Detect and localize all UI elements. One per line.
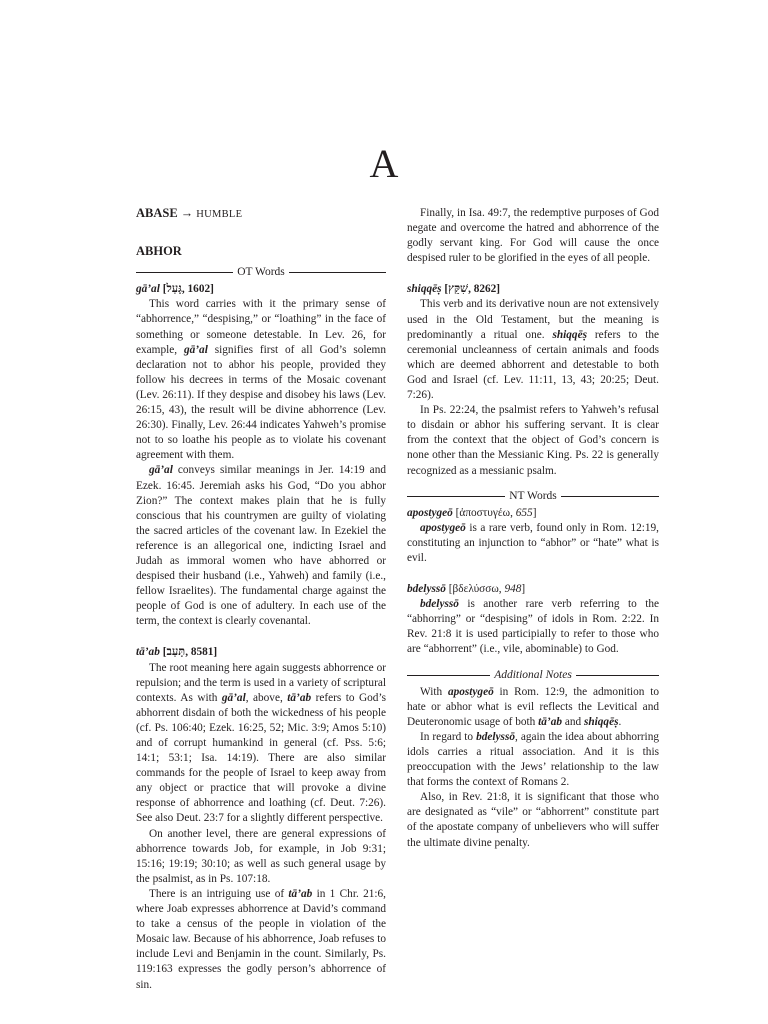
- see-arrow-icon: →: [180, 206, 194, 220]
- additional-notes-heading: [407, 668, 659, 683]
- nt-words-label: NT Words: [509, 489, 557, 502]
- gaal-paragraph-1: This word carries with it the primary sense of “abhorrence,” “despising,” or “loathing” in the face of something or someone detestable. In Lev. 26, for example, gā’al signifies first of all God’s solemn declaration not to abhor his people, provided they follow his decrees in terms of the Mosaic covenant (Lev. 26:11). If they despise and disobey his laws (Lev. 26:15, 43), the result will be divine abhorrence (Lev. 26:30). Finally, Lev. 26:44 indicates Yahweh’s promise not to so loathe his people as to violate his covenant agreement with them.: [136, 298, 386, 462]
- nt-words-heading: [407, 489, 659, 504]
- abase-term: ABASE: [136, 206, 178, 220]
- taab-paragraph-4: Finally, in Isa. 49:7, the redemptive purposes of God negate and overcome the hatred and abhorrence of the godly servant king. For God will cause the once despised ruler to be glorified in the eyes of all people.: [407, 207, 659, 265]
- bdelysso-paragraph-1: bdelyssō is another rare verb referring to the “abhorring” or “despising” of idols in Rom. 2:22. In Rev. 21:8 it is used participially to refer to those who are “abhorrent” (i.e., vile, abominable) to God.: [407, 598, 659, 656]
- word-head-bdelysso: bdelyssō [βδελύσσω, 948]: [407, 583, 526, 596]
- rule-line-left: [136, 272, 233, 273]
- rule-line-right: [561, 496, 659, 497]
- hebrew-word: גָּעַל: [166, 283, 182, 296]
- abase-cross-reference: [136, 206, 386, 222]
- rule-line-left: [407, 675, 490, 676]
- shiqqes-paragraph-2: In Ps. 22:24, the psalmist refers to Yahweh’s refusal to disdain or abhor his suffering servant. It is clear from the context that the object of God’s concern is none other than the Messianic King. Ps. 22 is generally recognized as a messianic psalm.: [407, 404, 659, 477]
- apostygeo-paragraph-1: apostygeō is a rare verb, found only in Rom. 12:19, constituting an injunction to “abhor” or “hate” what is evil.: [407, 521, 659, 564]
- additional-notes-label: Additional Notes: [494, 668, 572, 681]
- rule-line-left: [407, 496, 505, 497]
- right-column: [407, 206, 659, 851]
- abhor-entry-title: ABHOR: [136, 244, 182, 259]
- hebrew-word: שִׁקֵּץ: [448, 283, 469, 296]
- notes-paragraph-2: In regard to bdelyssō, again the idea about abhorring idols carries a ritual association. And it is this preoccupation with the Jews’ relationship to the law that forms the context of Romans 2.: [407, 730, 659, 789]
- abase-see-target[interactable]: HUMBLE: [196, 209, 243, 220]
- greek-word: ἀποστυγέω: [459, 506, 511, 519]
- rule-line-right: [289, 272, 386, 273]
- word-head-taab: tā’ab [תָּעַב, 8581]: [136, 646, 218, 659]
- word-head-apostygeo: apostygeō [ἀποστυγέω, 655]: [407, 506, 537, 519]
- section-letter: A: [369, 141, 399, 186]
- ot-words-heading: [136, 265, 386, 280]
- greek-word: βδελύσσω: [452, 583, 499, 596]
- rule-line-right: [576, 675, 659, 676]
- ot-words-label: OT Words: [237, 266, 285, 279]
- notes-paragraph-1: With apostygeō in Rom. 12:9, the admonition to hate or abhor what is evil reflects the Levitical and Deuteronomic usage of both tā’ab and shiqqēṣ.: [407, 685, 660, 728]
- shiqqes-paragraph-1: This verb and its derivative noun are not extensively used in the Old Testament, but the meaning is predominantly a ritual one. shiqqēṣ refers to the ceremonial uncleanness of certain animals and foods which are deemed abhorrent and detestable to both God and Israel (cf. Lev. 11:11, 13, 43; 20:25; Deut. 7:26).: [407, 298, 659, 402]
- gaal-paragraph-2: gā’al conveys similar meanings in Jer. 14:19 and Ezek. 16:45. Jeremiah asks his God, “Do you abhor Zion?” The context makes plain that he is fully conscious that his countrymen are guilty of violating the sacred articles of the covenant law. In Ezekiel the reference is an allegorical one, indicting Israel and Judah as immoral women who have abhorred or despised their husband (i.e., Yahweh) and family (i.e., fellow Israelites). The fundamental charge against the people of God is one of adultery. In each use of the term, the context is clearly covenantal.: [136, 464, 386, 628]
- hebrew-word: תָּעַב: [166, 646, 186, 659]
- notes-paragraph-3: Also, in Rev. 21:8, it is significant that those who are designated as “vile” or “abhorrent” constitute part of the apostate company of unbelievers who will suffer the ultimate divine penalty.: [407, 791, 659, 849]
- taab-paragraph-3: There is an intriguing use of tā’ab in 1 Chr. 21:6, where Joab expresses abhorrence at David’s command to take a census of the people in violation of the Mosaic law. Because of his abhorrence, Joab refuses to include Levi and Benjamin in the count. Similarly, Ps. 119:163 expresses the godly person’s abhorrence of sin.: [136, 887, 386, 991]
- left-column: [136, 206, 386, 993]
- word-head-gaal: gā’al [גָּעַל, 1602]: [136, 283, 214, 296]
- taab-paragraph-1: The root meaning here again suggests abhorrence or repulsion; and the term is used in a variety of scriptural contexts. As with gā’al, above, tā’ab refers to God’s abhorrent disdain of both the wickedness of his people (cf. Ps. 106:40; Ezek. 16:25, 52; Mic. 3:9; Amos 5:10) and of corrupt humankind in general (cf. Pss. 5:6; 14:1; 53:1; Isa. 14:19). There are also similar commands for the people of Israel to keep away from any object or practice that will provoke a divine response of abhorrence and loathing (cf. Deut. 7:26). See also Deut. 23:7 for a slightly different perspective.: [136, 661, 386, 825]
- taab-paragraph-2: On another level, there are general expressions of abhorrence towards Job, for example, in Job 9:31; 15:16; 19:19; 30:10; as well as such general usage by the psalmist, as in Ps. 107:18.: [136, 827, 386, 885]
- word-head-shiqqes: shiqqēṣ [שִׁקֵּץ, 8262]: [407, 283, 501, 296]
